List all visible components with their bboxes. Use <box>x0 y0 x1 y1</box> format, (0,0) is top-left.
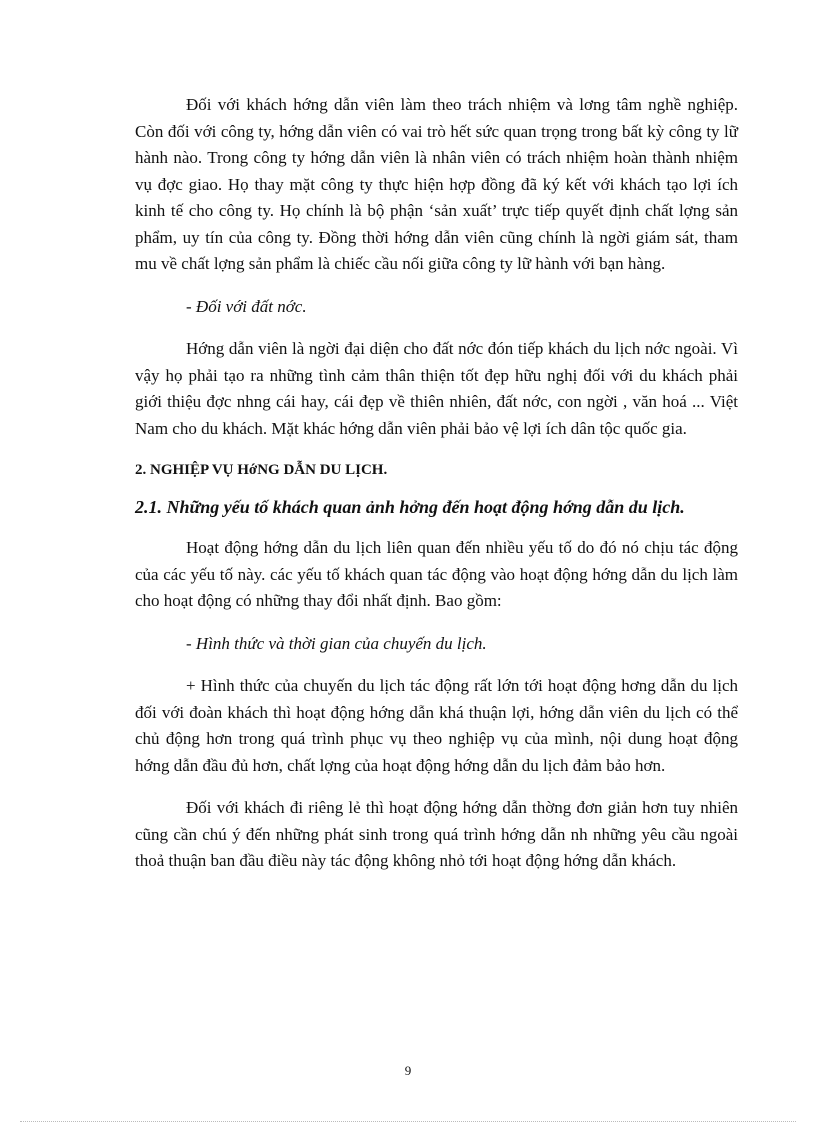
paragraph-guiding-activity: Hoạt động hớng dẫn du lịch liên quan đến nhiều yếu tố do đó nó chịu tác động của các yếu tố này. các yếu tố khách quan tác động vào hoạt động hớng dẫn du lịch làm cho hoạt động có những thay đổi nhất định. Bao gồm: <box>135 538 738 610</box>
page-body <box>135 92 738 891</box>
paragraph-individual-travellers: Đối với khách đi riêng lẻ thì hoạt động hớng dẫn thờng đơn giản hơn tuy nhiên cũng cần chú ý đến những phát sinh trong quá trình hớng dẫn nh những yêu cầu ngoài thoả thuận ban đầu điều này tác động không nhỏ tới hoạt động hớng dẫn khách. <box>135 798 738 870</box>
page-bottom-divider <box>20 1121 796 1122</box>
subheading-country: - Đối với đất nớc. <box>186 296 307 316</box>
section-heading-tour-guiding: 2. NGHIỆP VỤ HớNG DẪN DU LỊCH. <box>135 462 388 478</box>
page-number: 9 <box>404 1063 412 1078</box>
paragraph-guide-responsibility: Đối với khách hớng dẫn viên làm theo trách nhiệm và lơng tâm nghề nghiệp. Còn đối với công ty, hớng dẫn viên có vai trò hết sức quan trọng trong bất kỳ công ty lữ hành nào. Trong công ty hớng dẫn viên là nhân viên có trách nhiệm hoàn thành nhiệm vụ đợc giao. Họ thay mặt công ty thực hiện hợp đồng đã ký kết với khách tạo lợi ích kinh tế cho công ty. Họ chính là bộ phận ‘sản xuất’ trực tiếp quyết định chất lợng sản phẩm, uy tín của công ty. Đồng thời hớng dẫn viên cũng chính là ngời giám sát, tham mu về chất lợng sản phẩm là chiếc cầu nối giữa công ty lữ hành với bạn hàng. <box>135 95 738 273</box>
paragraph-tour-form: + Hình thức của chuyến du lịch tác động rất lớn tới hoạt động hơng dẫn du lịch đối với đoàn khách thì hoạt động hớng dẫn khá thuận lợi, hớng dẫn viên du lịch có thể chủ động hơn trong quá trình phục vụ theo nghiệp vụ của mình, nội dung hoạt động hớng dẫn đầu đủ hơn, chất lợng của hoạt động hớng dẫn du lịch đảm bảo hơn. <box>135 676 738 775</box>
paragraph-country-representative: Hớng dẫn viên là ngời đại diện cho đất nớc đón tiếp khách du lịch nớc ngoài. Vì vậy họ phải tạo ra những tình cảm thân thiện tốt đẹp hữu nghị đối với du khách phải giới thiệu đợc nhng cái hay, cái đẹp về thiên nhiên, đất nớc, con ngời , văn hoá ... Việt Nam cho du khách. Mặt khác hớng dẫn viên phải bảo vệ lợi ích dân tộc quốc gia. <box>135 339 738 438</box>
subsection-heading-objective-factors: 2.1. Những yếu tố khách quan ảnh hởng đến hoạt động hớng dẫn du lịch. <box>135 497 685 517</box>
subheading-form-and-time: - Hình thức và thời gian của chuyến du lịch. <box>186 633 487 653</box>
